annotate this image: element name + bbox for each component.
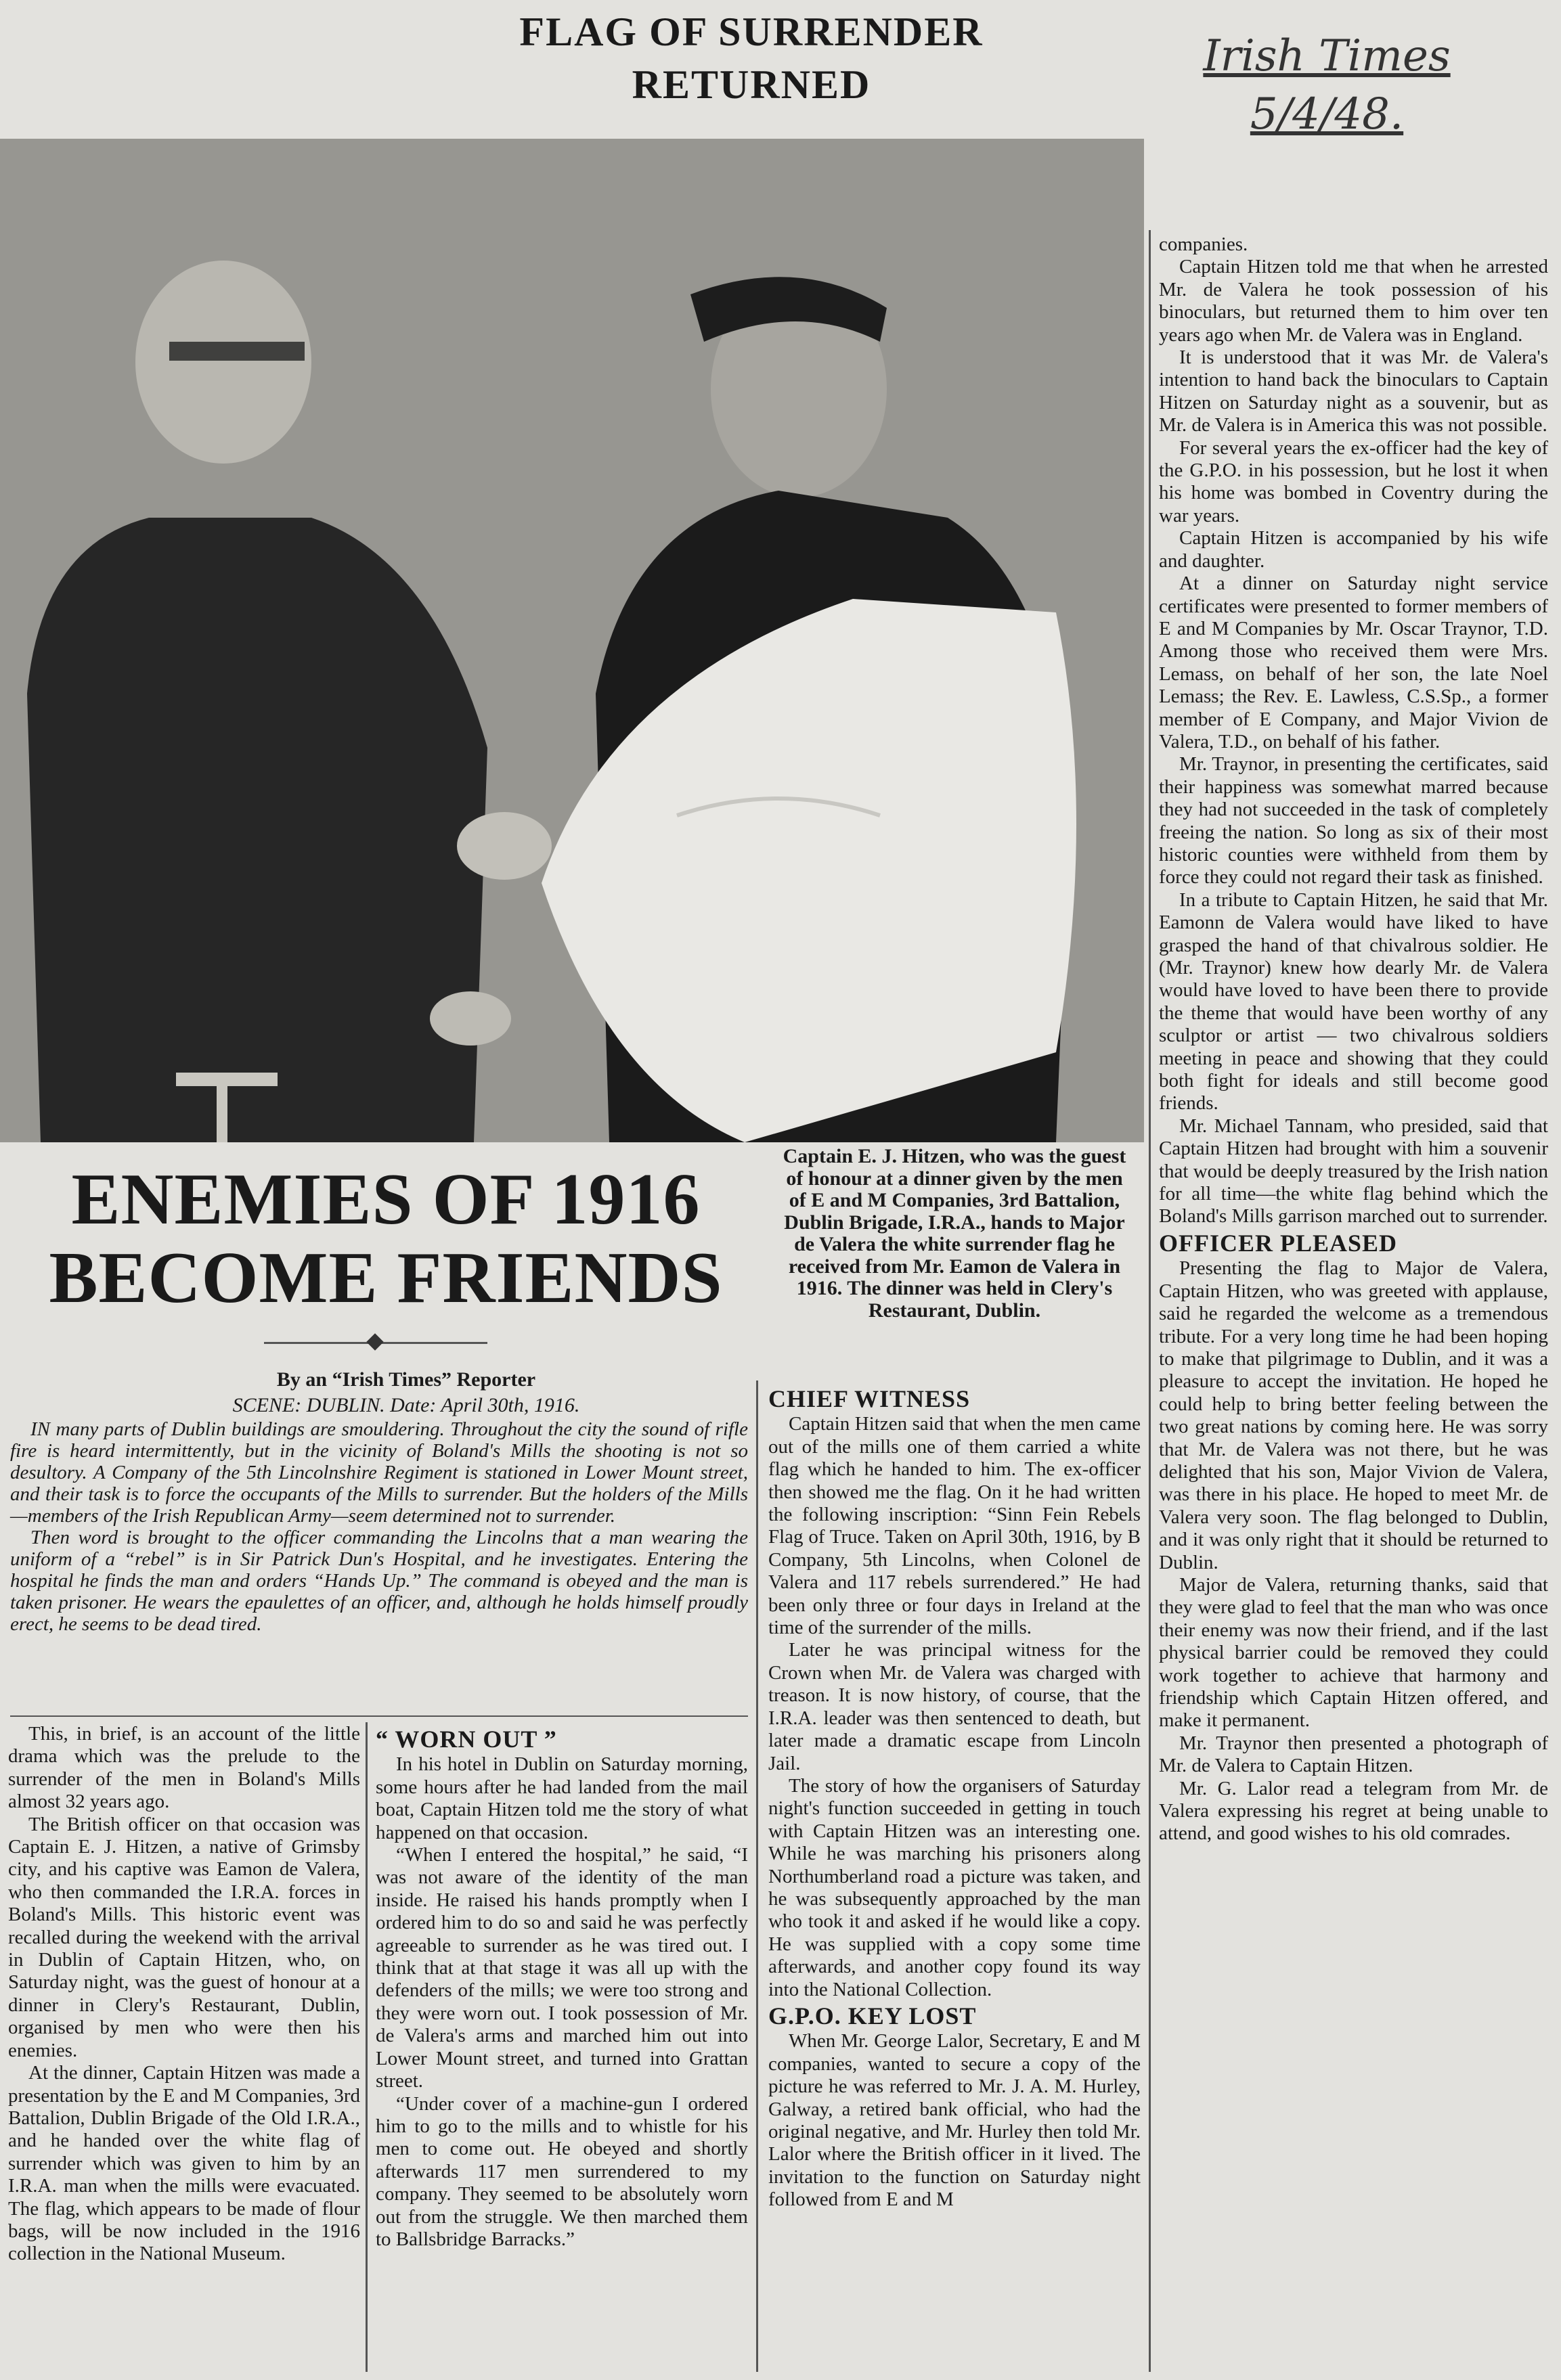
- handnote-date: 5/4/48.: [1250, 89, 1404, 139]
- col2-subheading: “ WORN OUT ”: [376, 1726, 557, 1753]
- col4-para-4: For several years the ex-officer had the key of the G.P.O. in his possession, but he lost it when his home was bombed in Coventry during the war years.: [1159, 436, 1548, 526]
- col4-para-12: Mr. Traynor then presented a photograph of Mr. de Valera to Captain Hitzen.: [1159, 1732, 1548, 1777]
- intro-para-1: IN many parts of Dublin buildings are smouldering. Throughout the city the sound of rifle fire is heard intermittently, but in the vicinity of Boland's Mills the shooting is not so desultory. A Company of the 5th Lincolnshire Regiment is stationed in Lower Mount street, and their task is to force the occupants of the Mills to surrender. But the holders of the Mills—members of the Irish Republican Army—seem determined not to surrender.: [10, 1418, 748, 1527]
- col4-para-7: Mr. Traynor, in presenting the certificates, said their happiness was somewhat marred because they had not succeeded in the task of completely freeing the nation. So long as six of their most historic counties were withheld from them by force they could not regard their task as finished.: [1159, 753, 1548, 889]
- col4-para-11: Major de Valera, returning thanks, said that they were glad to feel that the man who was once their enemy was now their friend, and if the last physical barrier could be removed they could work together to achieve that harmony and friendship which Captain Hitzen offered, and make it permanent.: [1159, 1573, 1548, 1732]
- col3-para-2: Later he was principal witness for the Crown when Mr. de Valera was charged with treason. It is now history, of course, that the I.R.A. leader was then sentenced to death, but later made a dramatic escape from Lincoln Jail.: [768, 1639, 1141, 1774]
- divider-diamond: [366, 1333, 383, 1350]
- col1-para-3: At the dinner, Captain Hitzen was made a presentation by the E and M Companies, 3rd Battalion, Dublin Brigade of the Old I.R.A., and he handed over the white flag of surrender which was given to him by an I.R.A. man when the mills were evacuated. The flag, which appears to be made of flour bags, will be now included in the 1916 collection in the National Museum.: [8, 2062, 360, 2265]
- col1-para-2: The British officer on that occasion was Captain E. J. Hitzen, a native of Grimsby city, and his captive was Eamon de Valera, who then commanded the I.R.A. forces in Boland's Mills. This historic event was recalled during the weekend with the arrival in Dublin of Captain Hitzen, who, on Saturday night, was the guest of honour at a dinner in Clery's Restaurant, Dublin, organised by men who were then his enemies.: [8, 1813, 360, 2061]
- col3-para-4: When Mr. George Lalor, Secretary, E and M companies, wanted to secure a copy of the picture he was referred to Mr. J. A. M. Hurley, Galway, a retired bank official, who had the original negative, and Mr. Hurley then told Mr. Lalor where the British officer in it lived. The invitation to the function on Saturday night followed from E and M: [768, 2030, 1141, 2211]
- col4-para-3: It is understood that it was Mr. de Valera's intention to hand back the binoculars to Captain Hitzen on Saturday night as a souvenir, but as Mr. de Valera is in America this was not possible.: [1159, 346, 1548, 436]
- main-headline-line2: BECOME FRIENDS: [49, 1238, 723, 1318]
- col4-para-6: At a dinner on Saturday night service certificates were presented to former members of E and M Companies by Mr. Oscar Traynor, T.D. Among those who received them were Mrs. Lemass, on behalf of her son, the late Noel Lemass; the Rev. E. Lawless, C.S.Sp., a former member of E Company, and Major Vivion de Valera, T.D., on behalf of his father.: [1159, 572, 1548, 753]
- col3-para-3: The story of how the organisers of Saturday night's function succeeded in getting in touch with Captain Hitzen was an interesting one. While he was marching his prisoners along Northumberland road a picture was taken, and he was subsequently approached by the man who took it and asked if he would like a copy. He was supplied with a copy some time afterwards, and another copy found its way into the National Collection.: [768, 1774, 1141, 2000]
- main-headline: [27, 1161, 745, 1318]
- top-headline-line2: RETURNED: [632, 62, 871, 107]
- intro-italic: [10, 1418, 748, 1635]
- handwritten-source-note: [1185, 27, 1469, 143]
- col4-para-5: Captain Hitzen is accompanied by his wife and daughter.: [1159, 527, 1548, 572]
- col4-subheading-officer-pleased: OFFICER PLEASED: [1159, 1229, 1398, 1257]
- main-headline-line1: ENEMIES OF 1916: [71, 1159, 701, 1240]
- news-photograph: [0, 139, 1144, 1142]
- col4-para-1: companies.: [1159, 233, 1248, 255]
- top-headline-line1: FLAG OF SURRENDER: [519, 9, 984, 54]
- scene-line: SCENE: DUBLIN. Date: April 30th, 1916.: [232, 1394, 580, 1416]
- col4-para-8: In a tribute to Captain Hitzen, he said that Mr. Eamonn de Valera would have liked to have grasped the hand of that chivalrous soldier. He (Mr. Traynor) knew how dearly Mr. de Valera would have loved to have been there to provide the theme that would have been worthy of any sculptor or artist — two chivalrous soldiers meeting in peace and showing that they could both fight for ideals and still become good friends.: [1159, 889, 1548, 1115]
- handnote-source: Irish Times: [1203, 31, 1451, 81]
- column-rule-1: [366, 1722, 368, 2372]
- top-headline: [406, 5, 1097, 111]
- col4-para-9: Mr. Michael Tannam, who presided, said that Captain Hitzen had brought with him a souvenir that would be deeply treasured by the Irish nation for all time—the white flag behind which the Boland's Mills garrison marched out to surrender.: [1159, 1115, 1549, 1228]
- col4-para-10: Presenting the flag to Major de Valera, Captain Hitzen, who was greeted with applause, said he regarded the welcome as a tremendous tribute. For a very long time he had been hoping to make that pilgrimage to Dublin, and it was a pleasure to accept the invitation. He hoped he could help to bring better feeling between the two great nations by coming here. He was sorry that Mr. de Valera was not there, but he was delighted that his son, Major Vivion de Valera, was there in his place. He hoped to meet Mr. de Valera very soon. The flag belonged to Dublin, and it was only right that it should be returned to Dublin.: [1159, 1257, 1548, 1573]
- column-4: [1159, 233, 1548, 1845]
- col3-subheading-chief-witness: CHIEF WITNESS: [768, 1385, 971, 1412]
- column-3: [768, 1384, 1141, 2211]
- column-1: [8, 1723, 360, 2266]
- column-rule-2: [756, 1380, 758, 2372]
- col3-subheading-gpo-key: G.P.O. KEY LOST: [768, 2002, 977, 2029]
- col1-para-1: This, in brief, is an account of the little drama which was the prelude to the surrender of the men in Boland's Mills almost 32 years ago.: [8, 1723, 360, 1813]
- col3-para-1: Captain Hitzen said that when the men came out of the mills one of them carried a white flag which he handed to him. The ex-officer then showed me the flag. On it he had written the following inscription: “Sinn Fein Rebels Flag of Truce. Taken on April 30th, 1916, by B Company, 5th Lincolns, when Colonel de Valera and 117 rebels surrendered.” He had been only three or four days in Ireland at the time of the surrender of the mills.: [768, 1413, 1141, 1639]
- col2-para-1: In his hotel in Dublin on Saturday morning, some hours after he had landed from the mail boat, Captain Hitzen told me the story of what happened on that occasion.: [376, 1753, 748, 1843]
- col4-para-13: Mr. G. Lalor read a telegram from Mr. de Valera expressing his regret at being unable to attend, and good wishes to his old comrades.: [1159, 1777, 1548, 1845]
- intro-bottom-rule: [10, 1715, 748, 1717]
- photo-two-men-handshake: [0, 139, 1144, 1142]
- column-2: [376, 1724, 748, 2251]
- photo-caption: Captain E. J. Hitzen, who was the guest of honour at a dinner given by the men of E and M Companies, 3rd Battalion, Dublin Brigade, I.R.A., hands to Major de Valera the white surrender flag he received from Mr. Eamon de Valera in 1916. The dinner was held in Clery's Restaurant, Dublin.: [783, 1145, 1126, 1322]
- col2-para-2: “When I entered the hospital,” he said, “I was not aware of the identity of the man inside. He raised his hands promptly when I ordered him to do so and said he was perfectly agreeable to surrender as he was tired out. I think that at that stage it was all up with the defenders of the mills; we were too strong and they were worn out. I took possession of Mr. de Valera's arms and marched him out into Lower Mount street, and turned into Grattan street.: [376, 1844, 748, 2092]
- col2-para-3: “Under cover of a machine-gun I ordered him to go to the mills and to whistle for his men to come out. He obeyed and shortly afterwards 117 men surrendered to my company. They seemed to be absolutely worn out from the struggle. We then marched them to Ballsbridge Barracks.”: [376, 2092, 748, 2250]
- column-rule-3: [1149, 230, 1151, 2372]
- byline: By an “Irish Times” Reporter: [276, 1368, 536, 1391]
- intro-para-2: Then word is brought to the officer commanding the Lincolns that a man wearing the uniform of a “rebel” is in Sir Patrick Dun's Hospital, and he investigates. Entering the hospital he finds the man and orders “Hands Up.” The command is obeyed and the man is taken prisoner. He wears the epaulettes of an officer, and, although he holds himself proudly erect, he seems to be dead tired.: [10, 1527, 748, 1635]
- col4-para-2: Captain Hitzen told me that when he arrested Mr. de Valera he took possession of his binoculars, but returned them to him over ten years ago when Mr. de Valera was in England.: [1159, 256, 1548, 346]
